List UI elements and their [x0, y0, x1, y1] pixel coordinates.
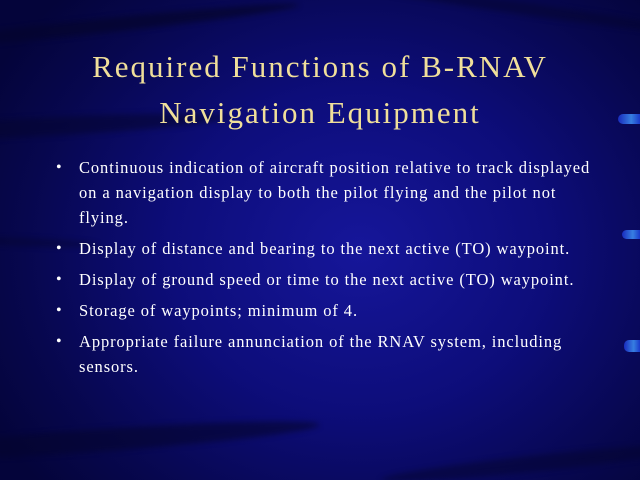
bullet-item	[56, 329, 601, 379]
bullet-dot-icon: •	[56, 302, 62, 319]
background-streak	[380, 438, 640, 480]
bullet-text: Continuous indication of aircraft position relative to track displayed on a navigation display to both the pilot flying and the pilot not flying.	[79, 158, 591, 227]
bullet-text: Display of ground speed or time to the next active (TO) waypoint.	[79, 270, 575, 289]
slide-title-line: Required Functions of B-RNAV	[92, 49, 548, 84]
bullet-dot-icon: •	[56, 333, 62, 350]
bullet-item	[56, 155, 601, 230]
bullet-dot-icon: •	[56, 240, 62, 257]
background-streak	[0, 414, 320, 468]
slide-title	[20, 44, 620, 136]
bullet-item	[56, 267, 601, 292]
slide-title-line: Navigation Equipment	[159, 95, 481, 130]
bullet-dot-icon: •	[56, 159, 62, 176]
bullet-list	[56, 155, 601, 385]
edge-accent-mark	[618, 114, 640, 124]
bullet-dot-icon: •	[56, 271, 62, 288]
edge-accent-mark	[624, 340, 640, 352]
bullet-text: Display of distance and bearing to the next active (TO) waypoint.	[79, 239, 571, 258]
bullet-item	[56, 236, 601, 261]
bullet-text: Storage of waypoints; minimum of 4.	[79, 301, 358, 320]
edge-accent-mark	[622, 230, 640, 239]
bullet-item	[56, 298, 601, 323]
background-streak	[341, 0, 640, 39]
bullet-text: Appropriate failure annunciation of the RNAV system, including sensors.	[79, 332, 563, 376]
